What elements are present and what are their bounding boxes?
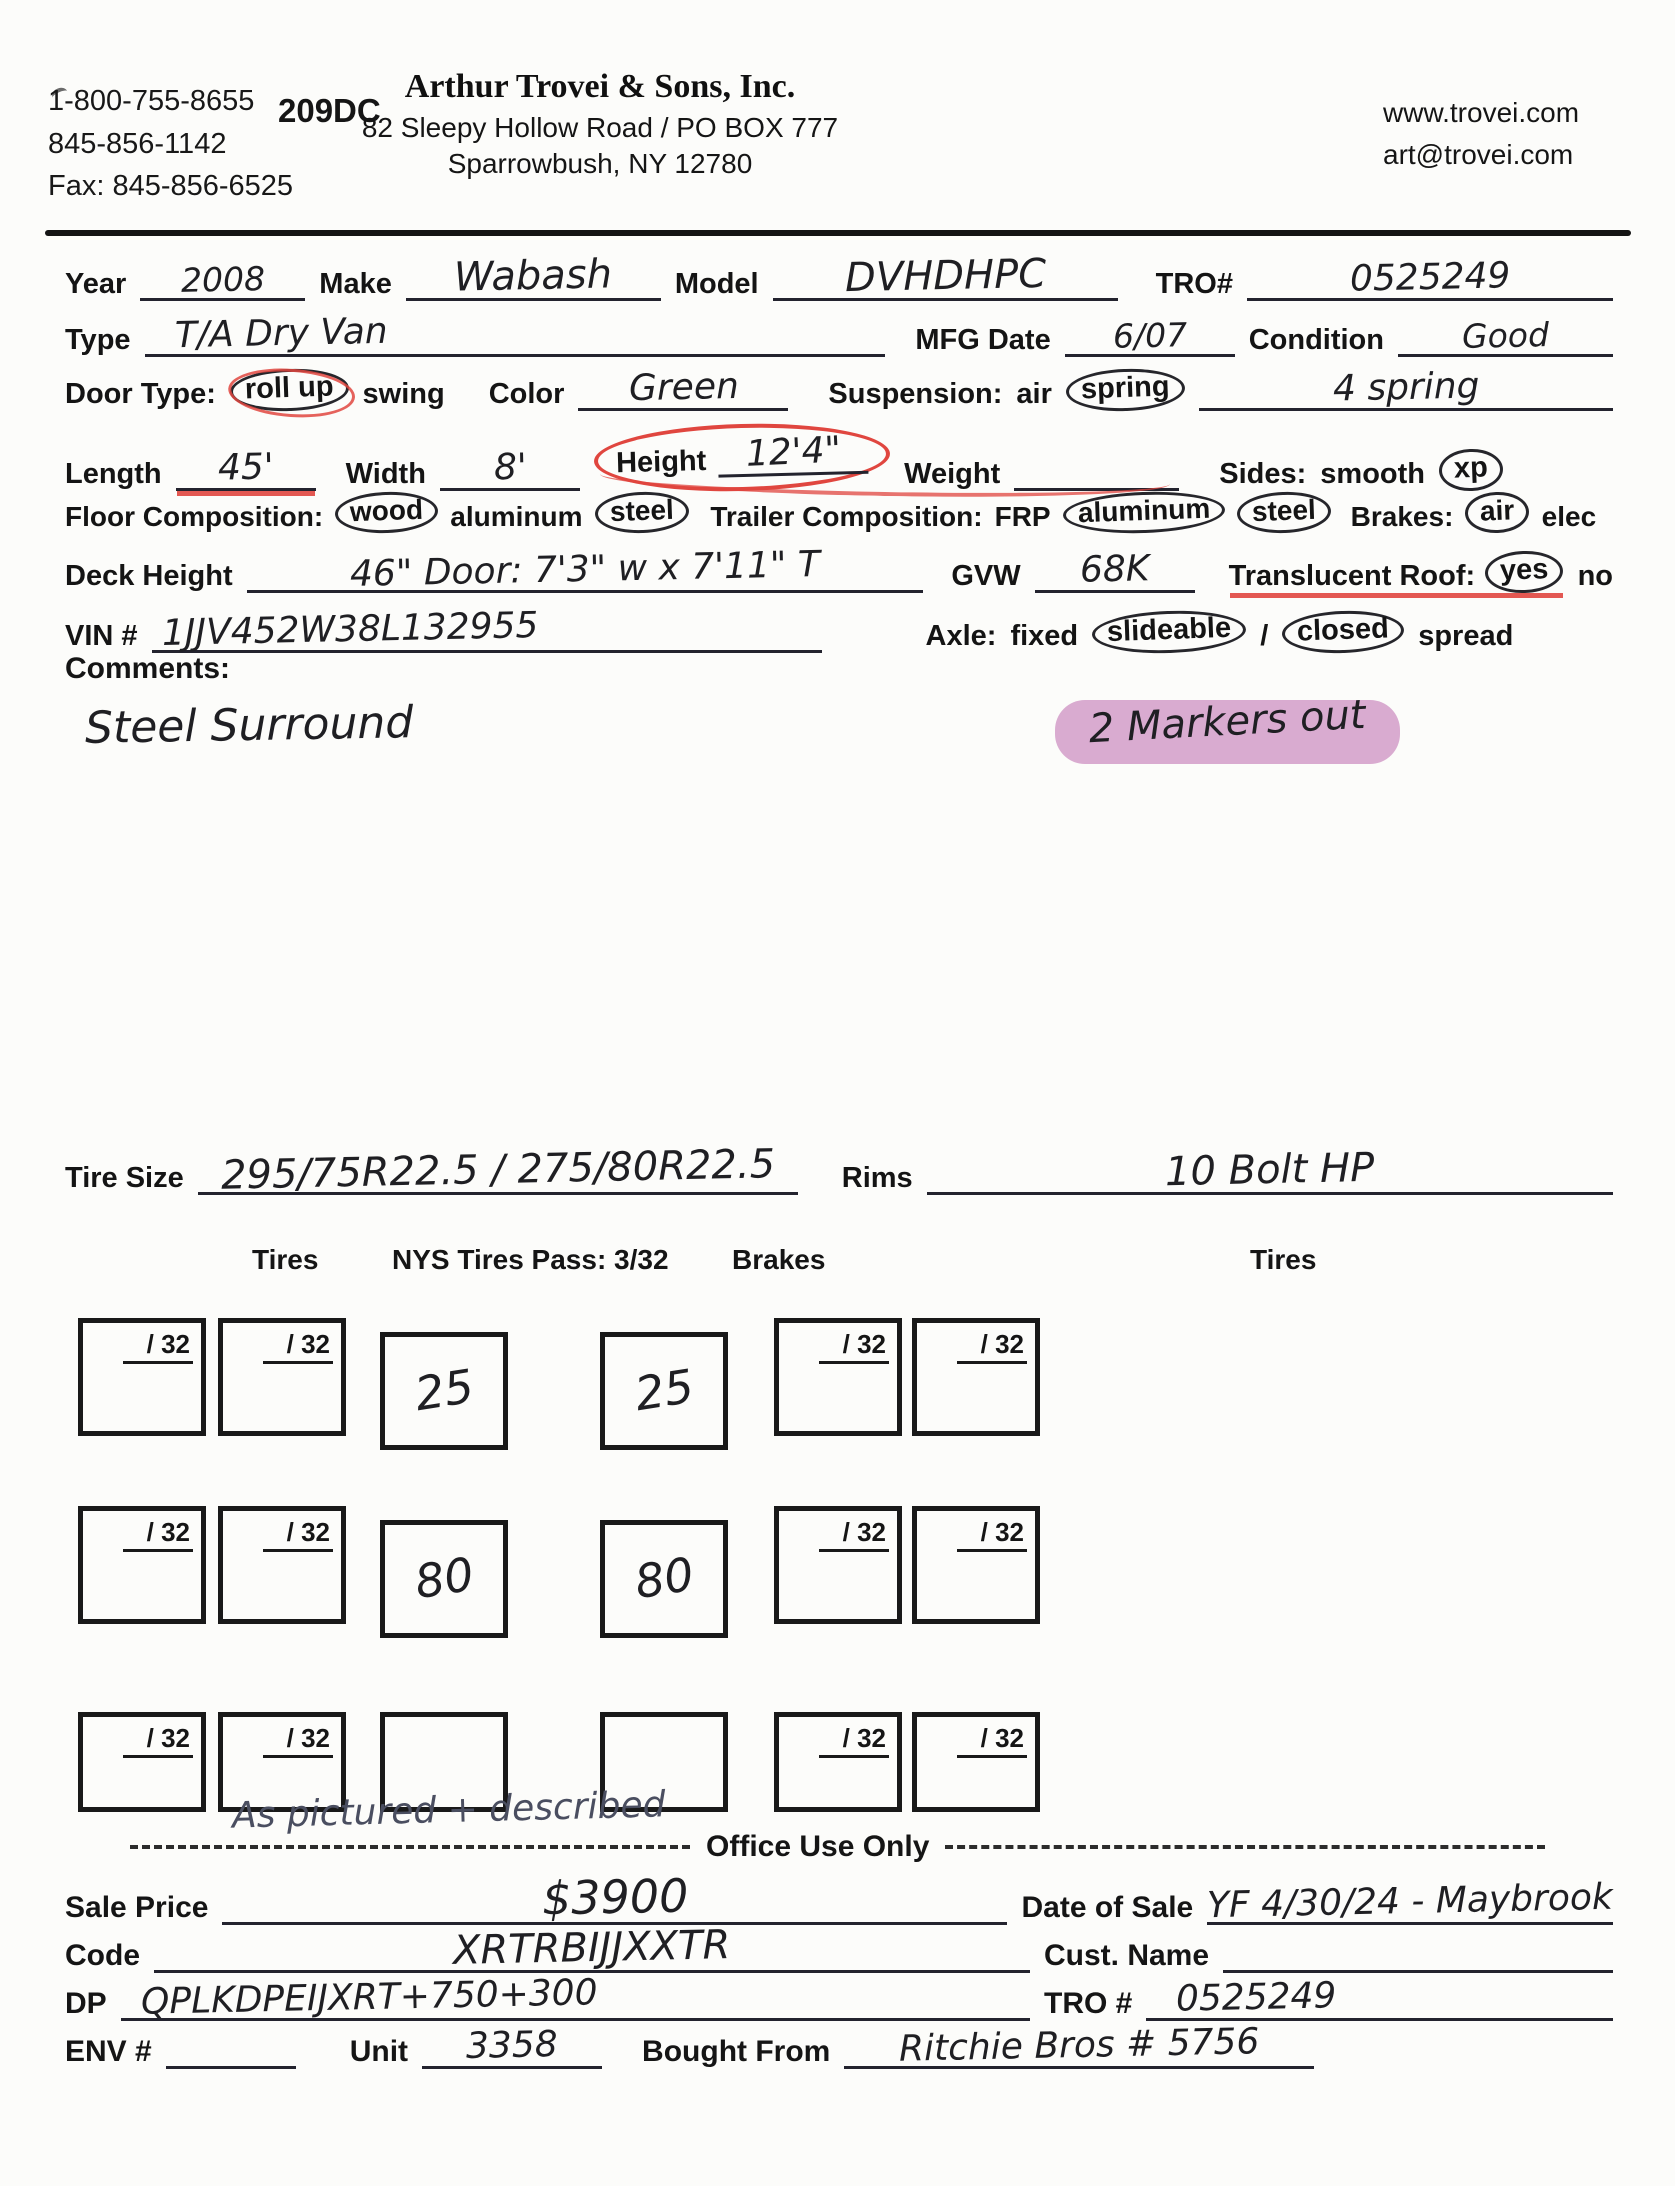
floor-option-aluminum: aluminum	[450, 501, 583, 533]
brake-box	[380, 1332, 508, 1450]
brake-box	[380, 1520, 508, 1638]
suspension-option-spring: spring	[1065, 367, 1185, 414]
office-use-divider	[130, 1830, 1545, 1864]
make-field	[406, 251, 661, 301]
cust-name-field	[1223, 1928, 1613, 1973]
floor-option-steel: steel	[594, 490, 689, 535]
tro-bottom-value: 0525249	[1175, 1975, 1338, 2020]
deck-height-label: Deck Height	[65, 560, 233, 592]
bought-from-label: Bought From	[642, 2035, 831, 2068]
dp-value: QPLKDPEIJXRT+750+300	[140, 1972, 598, 2023]
axle-option-fixed: fixed	[1010, 620, 1079, 652]
color-field	[578, 366, 788, 411]
vin-field	[152, 605, 822, 654]
suspension-value: 4 spring	[1332, 365, 1480, 410]
make-label: Make	[319, 268, 392, 300]
comments-label: Comments:	[65, 652, 231, 685]
tire-depth-unit: / 32	[123, 1517, 193, 1552]
type-label: Type	[65, 324, 131, 356]
header-web-block	[1383, 92, 1579, 176]
roof-option-yes: yes	[1484, 549, 1564, 594]
rims-field	[927, 1144, 1613, 1196]
tire-size-field	[198, 1141, 798, 1199]
axle-option-slideable: slideable	[1091, 608, 1247, 656]
height-label: Height	[615, 444, 707, 480]
tire-depth-unit: / 32	[123, 1329, 193, 1364]
tire-box	[218, 1506, 346, 1624]
model-label: Model	[674, 268, 759, 300]
dash-segment	[130, 1845, 690, 1849]
company-email: art@trovei.com	[1383, 139, 1574, 170]
dp-label: DP	[65, 1987, 107, 2020]
code-label: Code	[65, 1939, 140, 1972]
tire-depth-unit: / 32	[263, 1723, 333, 1758]
tro-bottom-field	[1146, 1976, 1613, 2021]
width-field	[440, 446, 580, 491]
vin-label: VIN #	[65, 620, 138, 652]
gvw-label: GVW	[951, 560, 1021, 592]
condition-field	[1398, 312, 1613, 357]
env-field	[166, 2024, 296, 2069]
floor-option-wood: wood	[334, 490, 438, 535]
brake-value: 80	[410, 1546, 478, 1610]
width-value: 8'	[493, 446, 527, 489]
suspension-option-air: air	[1016, 378, 1052, 410]
tire-depth-unit: / 32	[957, 1329, 1027, 1364]
brake-value: 25	[410, 1358, 478, 1422]
length-value: 45'	[217, 446, 274, 489]
axle-option-spread: spread	[1418, 620, 1514, 652]
date-of-sale-value: YF 4/30/24 - Maybrook	[1206, 1876, 1614, 1927]
form-code: 209DC	[278, 92, 381, 129]
row-code-custname	[65, 1922, 1613, 1974]
length-field	[176, 446, 316, 491]
comment-markers-out: 2 Markers out	[1087, 691, 1367, 753]
type-field	[145, 312, 886, 357]
translucent-roof-group	[1229, 551, 1564, 593]
mfg-date-label: MFG Date	[915, 324, 1051, 356]
length-label: Length	[65, 458, 162, 490]
trailer-option-steel: steel	[1236, 490, 1331, 535]
company-website: www.trovei.com	[1383, 97, 1580, 128]
tire-box	[774, 1712, 902, 1812]
sides-option-smooth: smooth	[1320, 458, 1426, 490]
make-value: Wabash	[453, 251, 613, 301]
year-value: 2008	[180, 259, 266, 300]
tro-bottom-label: TRO #	[1044, 1987, 1133, 2020]
axle-option-closed: closed	[1282, 608, 1405, 655]
comment-steel-surround: Steel Surround	[84, 697, 414, 754]
code-value: XRTRBIJJXXTR	[452, 1922, 732, 1974]
company-address-line2: Sparrowbush, NY 12780	[447, 148, 753, 180]
tire-box	[78, 1506, 206, 1624]
company-name: Arthur Trovei & Sons, Inc.	[404, 68, 796, 105]
brakes-label: Brakes:	[1350, 501, 1454, 533]
row-type-mfg-condition	[65, 312, 1613, 357]
env-label: ENV #	[65, 2035, 152, 2068]
unit-label: Unit	[349, 2035, 409, 2068]
unit-field	[422, 2024, 602, 2069]
tire-box	[774, 1318, 902, 1436]
trailer-option-aluminum: aluminum	[1062, 489, 1226, 536]
office-use-only-label: Office Use Only	[706, 1830, 930, 1863]
phone-local: 845-856-1142	[48, 127, 227, 160]
tro-label: TRO#	[1155, 268, 1233, 300]
tire-box	[912, 1506, 1040, 1624]
brakes-header: Brakes	[732, 1244, 826, 1275]
code-field	[154, 1922, 1030, 1974]
tire-box	[78, 1712, 206, 1812]
fax-number: Fax: 845-856-6525	[48, 170, 294, 203]
company-address-line1: 82 Sleepy Hollow Road / PO BOX 777	[361, 112, 839, 143]
tro-value: 0525249	[1349, 255, 1511, 300]
tires-header-right: Tires	[1250, 1244, 1317, 1275]
row-compositions	[65, 492, 1613, 533]
color-label: Color	[488, 378, 565, 410]
gvw-value: 68K	[1079, 548, 1150, 591]
sides-label: Sides:	[1219, 458, 1307, 490]
brake-value: 25	[630, 1358, 698, 1422]
row-tiresize-rims	[65, 1141, 1613, 1199]
date-of-sale-field	[1206, 1876, 1614, 1927]
brakes-option-elec: elec	[1541, 501, 1597, 533]
year-field	[140, 256, 305, 301]
condition-label: Condition	[1248, 324, 1384, 356]
brake-box	[600, 1520, 728, 1638]
tire-depth-unit: / 32	[819, 1517, 889, 1552]
row-env-unit-boughtfrom	[65, 2021, 1613, 2070]
cust-name-label: Cust. Name	[1044, 1939, 1210, 1972]
roof-option-no: no	[1577, 560, 1613, 592]
mfg-date-value: 6/07	[1112, 315, 1188, 356]
phone-toll-free: 1-800-755-8655	[48, 85, 255, 117]
header-company-block	[355, 68, 845, 183]
tire-depth-unit: / 32	[819, 1329, 889, 1364]
rims-value: 10 Bolt HP	[1164, 1144, 1375, 1196]
tire-depth-unit: / 32	[957, 1517, 1027, 1552]
tire-size-label: Tire Size	[65, 1162, 184, 1194]
tire-depth-unit: / 32	[123, 1723, 193, 1758]
vin-value: 1JJV452W38L132955	[161, 605, 539, 654]
row-vin-axle	[65, 605, 1613, 654]
tire-box	[912, 1712, 1040, 1812]
weight-label: Weight	[904, 458, 1001, 490]
date-of-sale-label: Date of Sale	[1021, 1891, 1194, 1924]
unit-value: 3358	[465, 2024, 559, 2067]
dp-field	[121, 1972, 1030, 2023]
tire-box	[78, 1318, 206, 1436]
bought-from-field	[844, 2021, 1314, 2070]
row-dp-tro	[65, 1972, 1613, 2023]
color-value: Green	[628, 365, 739, 410]
tire-box	[912, 1318, 1040, 1436]
trailer-option-frp: FRP	[994, 501, 1051, 533]
brake-value: 80	[630, 1546, 698, 1610]
model-field	[773, 250, 1118, 302]
tro-field	[1247, 256, 1613, 301]
row-deck-gvw-roof	[65, 544, 1613, 595]
tire-depth-unit: / 32	[819, 1723, 889, 1758]
tires-header-left: Tires	[252, 1244, 319, 1275]
width-label: Width	[345, 458, 426, 490]
tire-depth-unit: / 32	[957, 1723, 1027, 1758]
header-contact-block	[48, 80, 293, 208]
nys-tires-pass-header: NYS Tires Pass: 3/32	[392, 1244, 669, 1275]
header-divider	[45, 230, 1631, 236]
axle-label: Axle:	[925, 620, 997, 652]
translucent-roof-label: Translucent Roof:	[1228, 560, 1476, 592]
comment-highlight-pill	[1055, 691, 1400, 764]
height-value: 12'4"	[744, 429, 842, 475]
gvw-field	[1035, 548, 1195, 593]
dash-segment	[945, 1845, 1545, 1849]
as-pictured-note: As pictured + described	[231, 1784, 666, 1837]
bought-from-value: Ritchie Bros # 5756	[898, 2021, 1260, 2070]
axle-slash: /	[1260, 620, 1269, 652]
brake-box	[600, 1332, 728, 1450]
row-door-color-suspension	[65, 366, 1613, 411]
mfg-date-field	[1065, 312, 1235, 357]
year-label: Year	[65, 268, 127, 300]
rims-label: Rims	[841, 1162, 913, 1194]
model-value: DVHDHPC	[844, 250, 1047, 302]
tire-depth-unit: / 32	[263, 1329, 333, 1364]
suspension-label: Suspension:	[828, 378, 1003, 410]
sale-price-label: Sale Price	[65, 1891, 209, 1924]
tire-box	[218, 1318, 346, 1436]
tire-depth-unit: / 32	[263, 1517, 333, 1552]
trailer-composition-label: Trailer Composition:	[710, 501, 983, 533]
brakes-option-air: air	[1465, 491, 1531, 535]
sale-price-value: $3900	[541, 1868, 689, 1926]
tire-box	[774, 1506, 902, 1624]
row-saleprice-date	[65, 1868, 1614, 1927]
deck-height-field	[247, 544, 924, 595]
suspension-field	[1199, 366, 1613, 411]
door-type-option-rollup: roll up	[229, 367, 349, 414]
tire-size-value: 295/75R22.5 / 275/80R22.5	[220, 1141, 776, 1199]
door-type-label: Door Type:	[65, 378, 216, 410]
sale-price-field	[222, 1868, 1007, 1926]
row-year-make-model	[65, 250, 1613, 302]
door-type-option-swing: swing	[362, 378, 445, 410]
type-value: T/A Dry Van	[174, 310, 388, 357]
deck-height-value: 46" Door: 7'3" w x 7'11" T	[349, 544, 821, 595]
condition-value: Good	[1461, 315, 1550, 356]
floor-composition-label: Floor Composition:	[65, 501, 324, 533]
sides-option-xp: xp	[1438, 447, 1503, 492]
